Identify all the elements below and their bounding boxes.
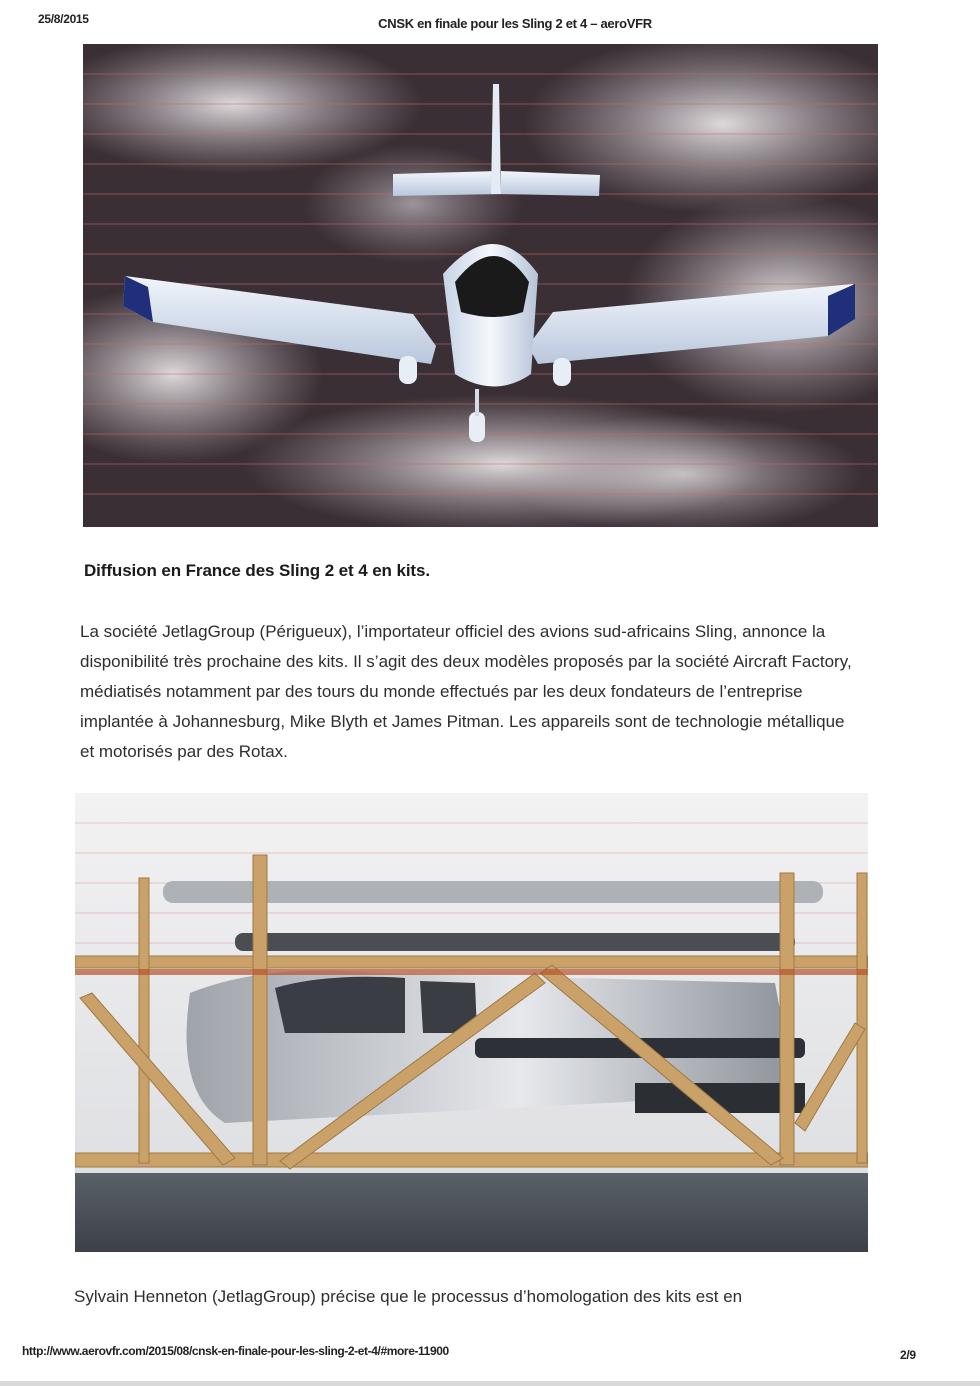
print-page-number: 2/9 <box>900 1348 916 1362</box>
article-headline: Diffusion en France des Sling 2 et 4 en kits. <box>84 561 430 580</box>
kit-crate-photo <box>75 793 868 1252</box>
article-paragraph-1: La société JetlagGroup (Périgueux), l’importateur officiel des avions sud-africains Sling, annonce la disponibilité très prochaine des kits. Il s’agit des deux modèles proposés par la société Aircraft Factory, médiatisés notamment par des tours du monde effectués par les deux fondateurs de l’entreprise implantée à Johannesburg, Mike Blyth et James Pitman. Les appareils sont de technologie métallique et motorisés par des Rotax. <box>80 622 852 761</box>
aircraft-in-flight-photo <box>83 44 878 527</box>
article-paragraph-2: Sylvain Henneton (JetlagGroup) précise que le processus d’homologation des kits est en <box>74 1287 743 1306</box>
scan-edge-divider <box>0 1381 980 1386</box>
print-date: 25/8/2015 <box>38 12 89 26</box>
print-page-title: CNSK en finale pour les Sling 2 et 4 – aeroVFR <box>378 16 652 31</box>
print-footer-url: http://www.aerovfr.com/2015/08/cnsk-en-finale-pour-les-sling-2-et-4/#more-11900 <box>22 1344 449 1358</box>
